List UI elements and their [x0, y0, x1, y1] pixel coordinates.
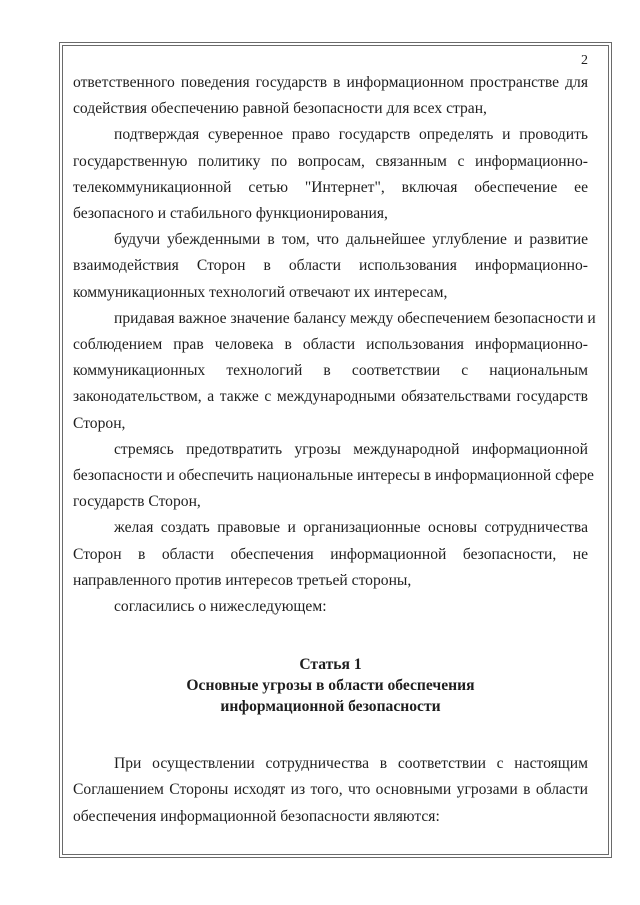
- text-line: стремясь предотвратить угрозы международной информационной: [114, 440, 588, 458]
- text-line: Сторон,: [73, 414, 126, 432]
- text-line: При осуществлении сотрудничества в соответствии с настоящим: [114, 755, 588, 773]
- paragraph-continuation: [73, 70, 588, 122]
- text-line: ответственного поведения государств в информационном пространстве для: [73, 74, 588, 91]
- text-line: государственную политику по вопросам, связанным с информационно-: [73, 152, 588, 170]
- document-body: [73, 52, 596, 830]
- text-line: законодательством, а также с международными обязательствами государств: [73, 388, 588, 406]
- text-line: телекоммуникационной сетью "Интернет", включая обеспечение ее: [73, 178, 588, 196]
- text-line: взаимодействия Сторон в области использования информационно-: [73, 257, 588, 275]
- text-line: коммуникационных технологий в соответствии с национальным: [73, 362, 588, 380]
- article-body-paragraph: [73, 751, 588, 830]
- text-line: Сторон в области обеспечения информационной безопасности, не: [73, 545, 588, 563]
- paragraph-affirming-sovereign-right: [73, 122, 588, 227]
- text-line: согласились о нижеследующем:: [114, 598, 327, 616]
- article-title-line-1: Основные угрозы в области обеспечения: [186, 677, 475, 695]
- text-line: коммуникационных технологий отвечают их интересам,: [73, 283, 448, 301]
- text-line: желая создать правовые и организационные основы сотрудничества: [114, 519, 588, 537]
- article-title-line-2: информационной безопасности: [220, 698, 441, 716]
- article-heading: [73, 654, 588, 717]
- text-line: соблюдением прав человека в области использования информационно-: [73, 336, 588, 354]
- paragraph-being-convinced: [73, 227, 588, 306]
- text-line: безопасности и обеспечить национальные интересы в информационной сфере: [73, 467, 594, 485]
- text-line: государств Сторон,: [73, 493, 201, 511]
- paragraph-desiring-to-create: [73, 515, 588, 594]
- text-line: будучи убежденными в том, что дальнейшее углубление и развитие: [114, 231, 588, 249]
- paragraph-agreed: [73, 594, 588, 620]
- page-number: 2: [581, 53, 588, 68]
- text-line: безопасного и стабильного функционирования,: [73, 205, 388, 223]
- paragraph-attaching-importance: [73, 306, 596, 437]
- text-line: направленного против интересов третьей стороны,: [73, 571, 412, 589]
- paragraph-seeking-to-prevent: [73, 437, 594, 516]
- text-line: содействия обеспечению равной безопасности для всех стран,: [73, 100, 487, 118]
- article-number: Статья 1: [299, 656, 362, 674]
- text-line: придавая важное значение балансу между обеспечением безопасности и: [114, 309, 596, 327]
- text-line: подтверждая суверенное право государств определять и проводить: [114, 126, 588, 144]
- text-line: обеспечения информационной безопасности являются:: [73, 807, 440, 825]
- text-line: Соглашением Стороны исходят из того, что основными угрозами в области: [73, 781, 588, 799]
